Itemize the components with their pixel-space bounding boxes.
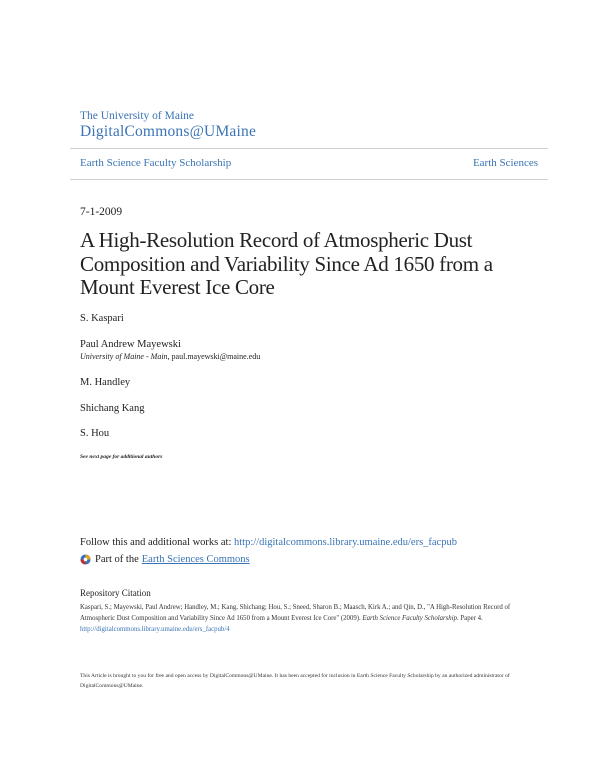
earth-sciences-commons-link[interactable]: Earth Sciences Commons [141,554,250,565]
citation-url-link[interactable]: http://digitalcommons.library.umaine.edu/ers_facpub/4 [80,626,230,633]
citation-series: Earth Science Faculty Scholarship [362,615,457,622]
earth-sciences-link[interactable]: Earth Sciences [472,157,538,169]
part-of-label: Part of the [95,554,139,565]
network-logo-icon [80,554,91,565]
citation-text [80,602,520,635]
access-notice: This Article is brought to you for free and open access by DigitalCommons@UMaine. It has been accepted for inclusion in Earth Science Faculty Scholarship by an authorized administrator of DigitalCommons@UMaine. [80,673,510,689]
article-title: A High-Resolution Record of Atmospheric Dust Composition and Variability Since Ad 1650 from a Mount Everest Ice Core [80,228,493,299]
follow-label: Follow this and additional works at: [80,537,232,548]
author-name: S. Kaspari [80,313,124,324]
affiliation-email: , paul.mayewski@maine.edu [167,352,261,361]
author-affiliation [80,352,260,361]
citation-paper: . Paper 4. [457,615,483,622]
part-of-line [80,554,250,565]
author-name: Shichang Kang [80,403,145,414]
citation-authors: Kaspari, S.; Mayewski, Paul Andrew; Handley, M.; Kang, Shichang; Hou, S.; Sneed, Sharon B.; Maasch, Kirk A.; and Qin, D., "A High-Resolution Record of Atmospheric Dust Composition and Variability Since Ad 1650 from a Mount Everest Ice Core" (2009). [80,604,511,622]
top-divider [70,148,548,149]
affiliation-institution: University of Maine - Main [80,352,168,361]
university-name[interactable]: The University of Maine [80,110,195,122]
author-name: M. Handley [80,377,131,388]
publication-date: 7-1-2009 [80,206,123,218]
follow-url-link[interactable]: http://digitalcommons.library.umaine.edu/ers_facpub [234,537,457,548]
faculty-scholarship-link[interactable]: Earth Science Faculty Scholarship [80,157,232,169]
repository-citation-heading: Repository Citation [80,588,151,598]
bottom-divider [70,179,548,180]
author-name: Paul Andrew Mayewski [80,339,181,350]
repository-name[interactable]: DigitalCommons@UMaine [80,123,257,140]
see-next-page-note: See next page for additional authors [80,454,163,460]
follow-line [80,537,457,548]
author-name: S. Hou [80,428,110,439]
